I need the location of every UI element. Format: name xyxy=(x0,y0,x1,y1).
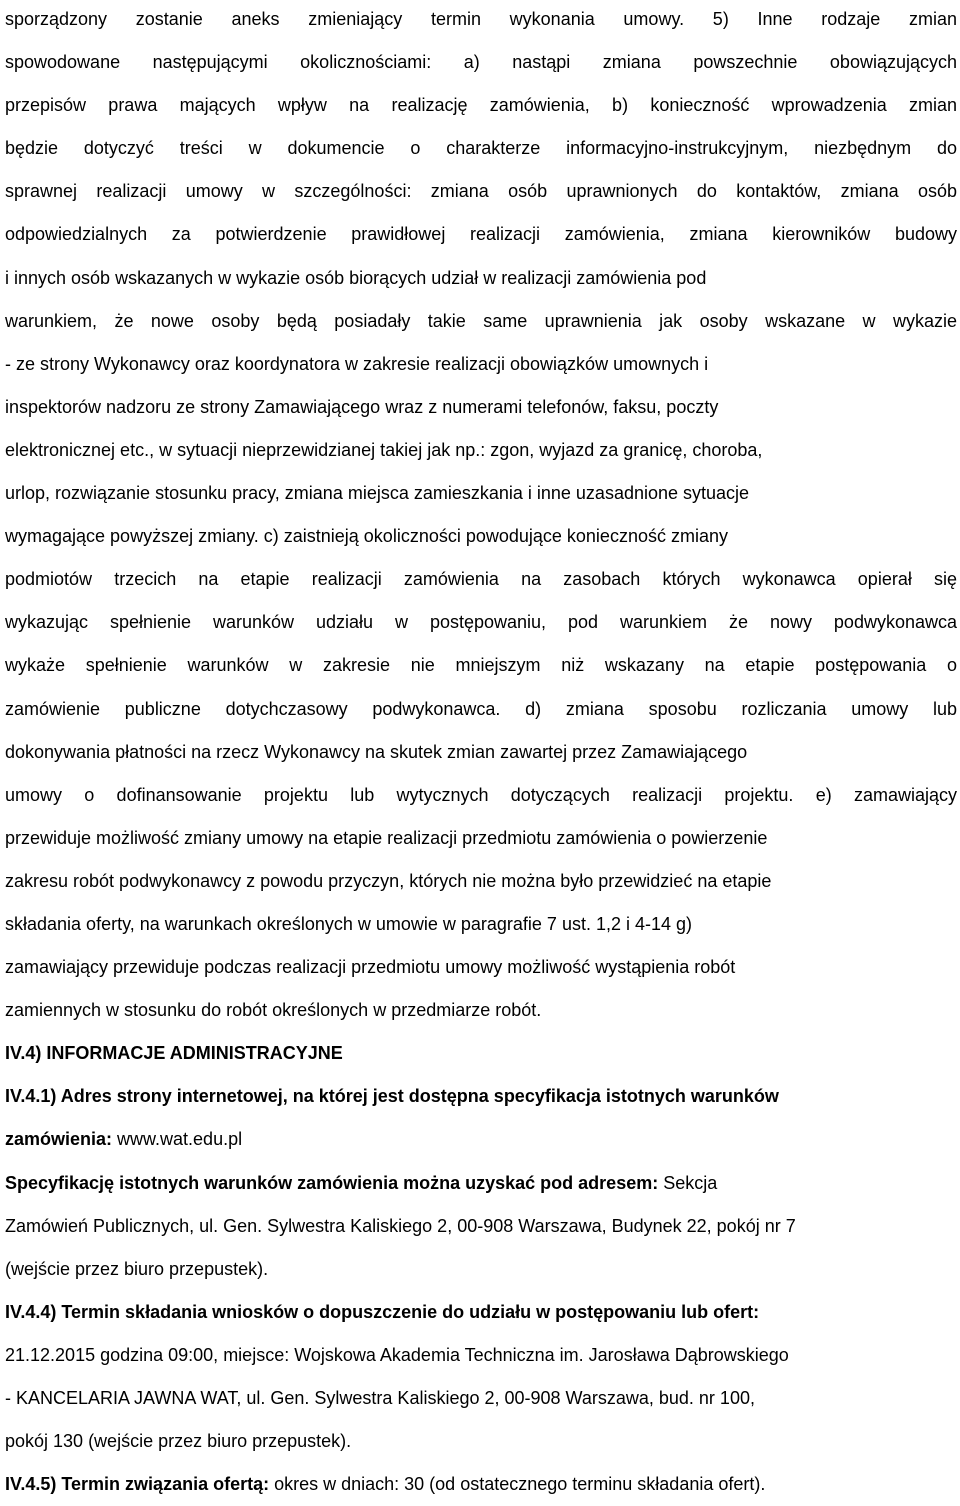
paragraph-line: przewiduje możliwość zmiany umowy na etapie realizacji przedmiotu zamówienia o powierzenie xyxy=(5,827,768,848)
deadline-value-line: 21.12.2015 godzina 09:00, miejsce: Wojskowa Akademia Techniczna im. Jarosława Dąbrowskiego xyxy=(5,1344,789,1365)
section-heading: IV.4) INFORMACJE ADMINISTRACYJNE xyxy=(5,1043,343,1064)
paragraph-line: - ze strony Wykonawcy oraz koordynatora w zakresie realizacji obowiązków umownych i xyxy=(5,353,709,374)
paragraph-line: elektronicznej etc., w sytuacji nieprzewidzianej takiej jak np.: zgon, wyjazd za granicę, choroba, xyxy=(5,439,763,460)
binding-label: IV.4.5) Termin związania ofertą: xyxy=(5,1474,270,1495)
spec-address-line: Zamówień Publicznych, ul. Gen. Sylwestra Kaliskiego 2, 00-908 Warszawa, Budynek 22, pokój nr 7 xyxy=(5,1215,796,1236)
paragraph-line: składania oferty, na warunkach określonych w umowie w paragrafie 7 ust. 1,2 i 4-14 g) xyxy=(5,913,693,934)
paragraph-line: podmiotów trzecich na etapie realizacji zamówienia na zasobach których wykonawca opierał się xyxy=(5,569,957,590)
spec-label: Specyfikację istotnych warunków zamówienia można uzyskać pod adresem: xyxy=(5,1172,659,1193)
paragraph-line: inspektorów nadzoru ze strony Zamawiającego wraz z numerami telefonów, faksu, poczty xyxy=(5,396,719,417)
address-line xyxy=(5,1118,957,1161)
binding-value: okres w dniach: 30 (od ostatecznego terminu składania ofert). xyxy=(269,1474,766,1495)
paragraph-line: sprawnej realizacji umowy w szczególności: zmiana osób uprawnionych do kontaktów, zmiana osób xyxy=(5,181,957,202)
paragraph-line: spowodowane następującymi okolicznościami: a) nastąpi zmiana powszechnie obowiązujących xyxy=(5,52,957,73)
paragraph-line: wykazując spełnienie warunków udziału w postępowaniu, pod warunkiem że nowy podwykonawca xyxy=(5,612,957,633)
paragraph-line: wymagające powyższej zmiany. c) zaistnieją okoliczności powodujące konieczność zmiany xyxy=(5,526,728,547)
paragraph-line: dokonywania płatności na rzecz Wykonawcy na skutek zmian zawartej przez Zamawiającego xyxy=(5,741,748,762)
paragraph-line: zakresu robót podwykonawcy z powodu przyczyn, których nie można było przewidzieć na etapie xyxy=(5,870,772,891)
paragraph-line: zamiennych w stosunku do robót określonych w przedmiarze robót. xyxy=(5,1000,542,1021)
deadline-value-line: - KANCELARIA JAWNA WAT, ul. Gen. Sylwestra Kaliskiego 2, 00-908 Warszawa, bud. nr 100, xyxy=(5,1388,755,1408)
binding-section xyxy=(5,1463,957,1506)
deadline-value-line: pokój 130 (wejście przez biuro przepustek). xyxy=(5,1431,352,1452)
deadline-section xyxy=(5,1291,957,1463)
contract-change-paragraph xyxy=(5,0,957,1032)
document-page xyxy=(5,0,957,1506)
paragraph-line: zamawiający przewiduje podczas realizacji przedmiotu umowy możliwość wystąpienia robót xyxy=(5,957,736,978)
spec-entry-line: (wejście przez biuro przepustek). xyxy=(5,1258,269,1279)
paragraph-line: warunkiem, że nowe osoby będą posiadały takie same uprawnienia jak osoby wskazane w wykazie xyxy=(5,310,957,331)
deadline-label: IV.4.4) Termin składania wniosków o dopuszczenie do udziału w postępowaniu lub ofert: xyxy=(5,1301,760,1322)
spec-line xyxy=(5,1162,957,1205)
paragraph-line: będzie dotyczyć treści w dokumencie o charakterze informacyjno-instrukcyjnym, niezbędnym do xyxy=(5,138,957,159)
paragraph-line: wykaże spełnienie warunków w zakresie nie mniejszym niż wskazany na etapie postępowania o xyxy=(5,655,957,676)
address-section xyxy=(5,1075,957,1161)
spec-value: Sekcja xyxy=(658,1172,718,1193)
address-label: zamówienia: xyxy=(5,1129,113,1150)
specification-section xyxy=(5,1162,957,1291)
website-link-text: www.wat.edu.pl xyxy=(112,1129,243,1150)
paragraph-line: zamówienie publiczne dotychczasowy podwykonawca. d) zmiana sposobu rozliczania umowy lub xyxy=(5,698,957,719)
paragraph-line: i innych osób wskazanych w wykazie osób biorących udział w realizacji zamówienia pod xyxy=(5,267,707,288)
paragraph-line: przepisów prawa mających wpływ na realizację zamówienia, b) konieczność wprowadzenia zmian xyxy=(5,95,957,116)
paragraph-line: umowy o dofinansowanie projektu lub wytycznych dotyczących realizacji projektu. e) zamawiający xyxy=(5,784,957,805)
paragraph-line: odpowiedzialnych za potwierdzenie prawidłowej realizacji zamówienia, zmiana kierowników budowy xyxy=(5,224,957,245)
paragraph-line: sporządzony zostanie aneks zmieniający termin wykonania umowy. 5) Inne rodzaje zmian xyxy=(5,9,957,29)
paragraph-line: urlop, rozwiązanie stosunku pracy, zmiana miejsca zamieszkania i inne uzasadnione sytuacje xyxy=(5,483,750,504)
binding-line xyxy=(5,1463,957,1506)
address-heading: IV.4.1) Adres strony internetowej, na której jest dostępna specyfikacja istotnych warunków xyxy=(5,1086,779,1107)
